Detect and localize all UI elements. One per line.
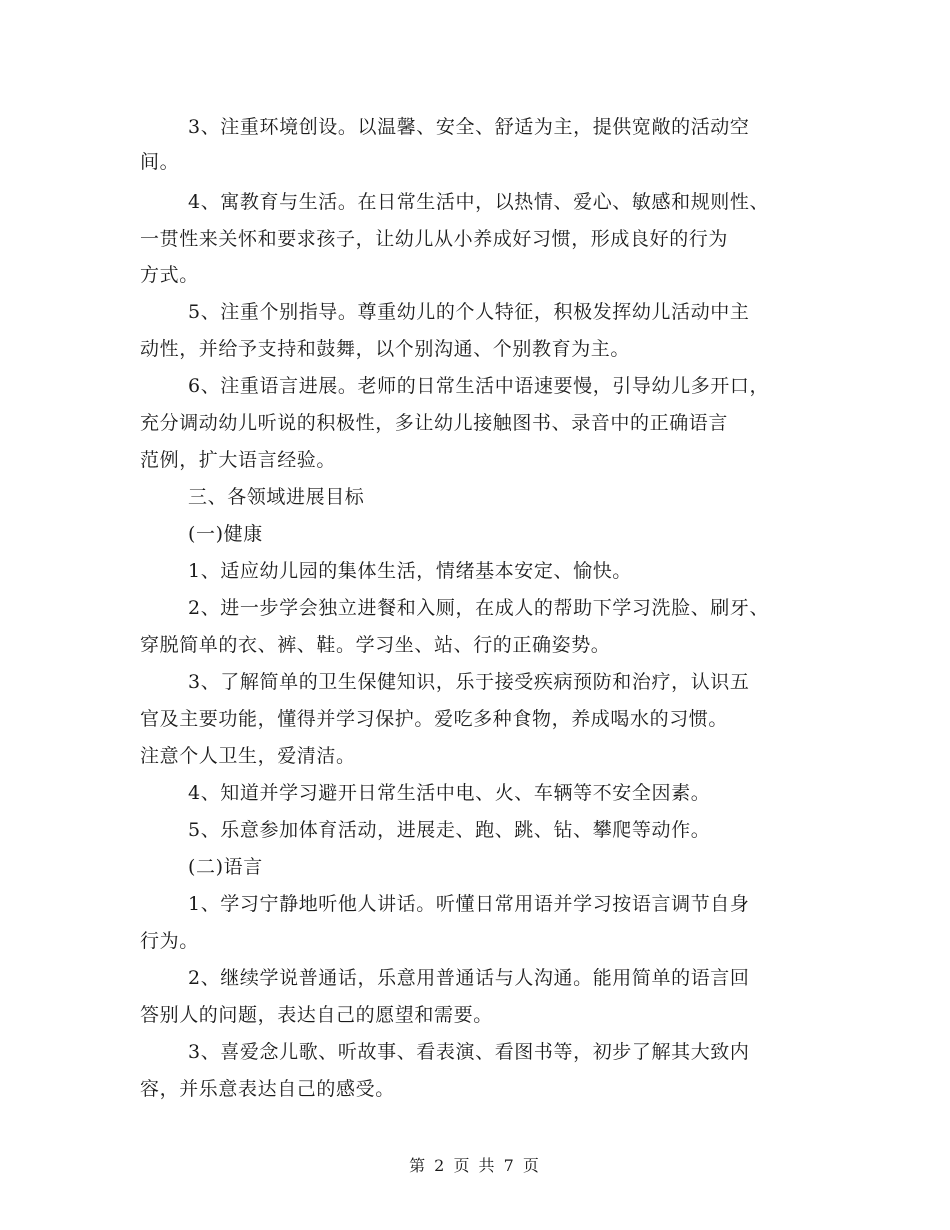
paragraph-line: 1、适应幼儿园的集体生活，情绪基本安定、愉快。 [188,560,632,582]
paragraph-line: 动性，并给予支持和鼓舞，以个别沟通、个别教育为主。 [140,338,631,360]
paragraph-line: 5、注重个别指导。尊重幼儿的个人特征，积极发挥幼儿活动中主 [188,301,750,323]
paragraph-line: 行为。 [140,930,199,952]
paragraph-line: 答别人的问题，表达自己的愿望和需要。 [140,1004,493,1026]
paragraph-line: 充分调动幼儿听说的积极性，多让幼儿接触图书、录音中的正确语言 [140,412,729,434]
paragraph-line: 方式。 [140,264,199,286]
paragraph-line: 间。 [140,151,180,173]
paragraph-line: 4、知道并学习避开日常生活中电、火、车辆等不安全因素。 [188,782,711,804]
paragraph-line: 1、学习宁静地听他人讲话。听懂日常用语并学习按语言调节自身 [188,893,750,915]
paragraph-line: 3、注重环境创设。以温馨、安全、舒适为主，提供宽敞的活动空 [188,116,750,138]
paragraph-line: 容，并乐意表达自己的感受。 [140,1078,395,1100]
paragraph-line: 穿脱简单的衣、裤、鞋。学习坐、站、行的正确姿势。 [140,634,611,656]
paragraph-line: 注意个人卫生，爱清洁。 [140,745,356,767]
paragraph-line: 4、寓教育与生活。在日常生活中，以热情、爱心、敏感和规则性、 [188,191,770,213]
page-footer: 第 2 页 共 7 页 [409,1156,541,1175]
paragraph-line: 6、注重语言进展。老师的日常生活中语速要慢，引导幼儿多开口， [188,375,770,397]
paragraph-line: 2、继续学说普通话，乐意用普通话与人沟通。能用简单的语言回 [188,967,750,989]
paragraph-line: 3、喜爱念儿歌、听故事、看表演、看图书等，初步了解其大致内 [188,1041,750,1063]
paragraph-line: 3、了解简单的卫生保健知识，乐于接受疾病预防和治疗，认识五 [188,671,750,693]
section-heading: 三、各领域进展目标 [188,486,365,508]
paragraph-line: 范例，扩大语言经验。 [140,449,337,471]
paragraph-line: 2、进一步学会独立进餐和入厕，在成人的帮助下学习洗脸、刷牙、 [188,597,770,619]
paragraph-line: 官及主要功能，懂得并学习保护。爱吃多种食物，养成喝水的习惯。 [140,708,729,730]
subsection-heading: (二)语言 [188,856,263,878]
subsection-heading: (一)健康 [188,523,263,545]
paragraph-line: 一贯性来关怀和要求孩子，让幼儿从小养成好习惯，形成良好的行为 [140,228,729,250]
paragraph-line: 5、乐意参加体育活动，进展走、跑、跳、钻、攀爬等动作。 [188,819,711,841]
